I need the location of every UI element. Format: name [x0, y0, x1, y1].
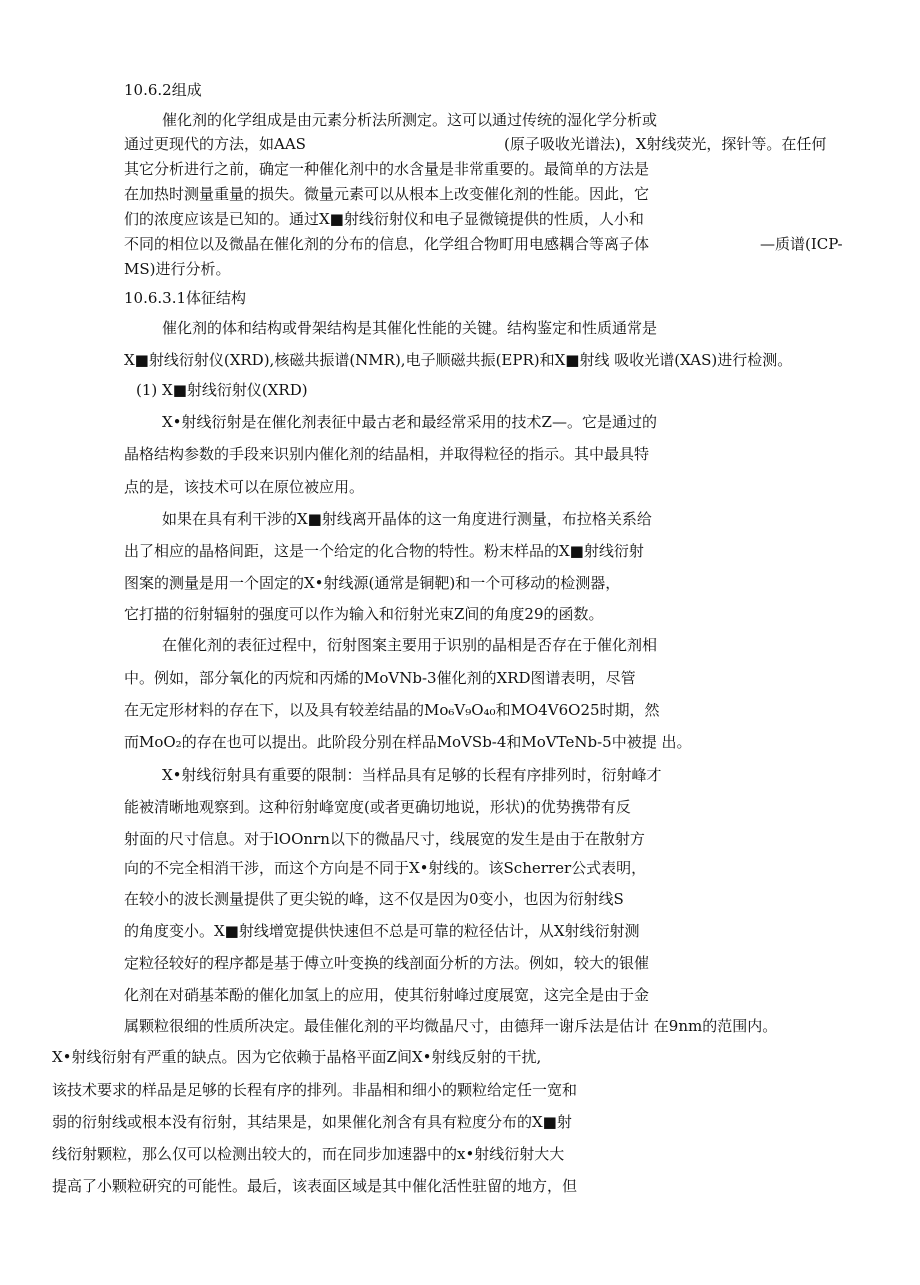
text-line: 如果在具有利干涉的X■射线离开晶体的这一角度进行测量，布拉格关系给 — [162, 510, 652, 528]
text-line: 线衍射颗粒，那么仅可以检测出较大的，而在同步加速器中的x•射线衍射大大 — [52, 1145, 565, 1163]
text-line: 向的不完全相消干涉，而这个方向是不同于X•射线的。该Scherrer公式表明， — [124, 859, 647, 877]
subsection-heading-xrd: (1) X■射线衍射仪(XRD) — [136, 381, 308, 399]
text-line: 图案的测量是用一个固定的X•射线源(通常是铜靶)和一个可移动的检测器， — [124, 574, 621, 592]
text-line: 不同的相位以及微晶在催化剂的分布的信息，化学组合物町用电感耦合等离子体 — [124, 235, 650, 253]
text-line: 中。例如，部分氧化的丙烷和丙烯的MoVNb-3催化剂的XRD图谱表明，尽管 — [124, 669, 636, 687]
text-line: 通过更现代的方法，如AAS — [124, 135, 306, 153]
text-line: 在较小的波长测量提供了更尖锐的峰，这不仅是因为0变小，也因为衍射线S — [124, 890, 624, 908]
text-line: X•射线衍射有严重的缺点。因为它依赖于晶格平面Z间X•射线反射的干扰, — [52, 1048, 542, 1066]
text-line: (原子吸收光谱法)，X射线荧光，探针等。在任何 — [504, 135, 827, 153]
text-line: 提高了小颗粒研究的可能性。最后，该表面区域是其中催化活性驻留的地方，但 — [52, 1177, 578, 1195]
text-line: 点的是，该技术可以在原位被应用。 — [124, 478, 365, 496]
text-line: 该技术要求的样品是足够的长程有序的排列。非晶相和细小的颗粒给定任一宽和 — [52, 1081, 578, 1099]
text-line: 属颗粒很细的性质所决定。最佳催化剂的平均微晶尺寸，由德拜一谢斥法是估计 在9nm的范围内。 — [124, 1017, 778, 1035]
text-line: 它打描的衍射辐射的强度可以作为输入和衍射光束Z间的角度29的函数。 — [124, 605, 604, 623]
text-line: X■射线衍射仪(XRD),核磁共振谱(NMR),电子顺磁共振(EPR)和X■射线 吸收光谱(XAS)进行检测。 — [124, 351, 793, 369]
text-line: 能被清晰地观察到。这种衍射峰宽度(或者更确切地说，形状)的优势携带有反 — [124, 798, 631, 816]
text-line: 而MoO₂的存在也可以提出。此阶段分别在样品MoVSb-4和MoVTeNb-5中被提 出。 — [124, 733, 692, 751]
text-line: 晶格结构参数的手段来识别内催化剂的结晶相，并取得粒径的指示。其中最具特 — [124, 445, 650, 463]
text-line: MS)进行分析。 — [124, 260, 231, 278]
section-heading-10-6-3-1: 10.6.3.1体征结构 — [124, 289, 247, 307]
text-line: 定粒径较好的程序都是基于傅立叶变换的线剖面分析的方法。例如，较大的银催 — [124, 954, 650, 972]
text-line: —质谱(ICP- — [760, 235, 843, 253]
section-heading-10-6-2: 10.6.2组成 — [124, 81, 202, 99]
text-line: 在催化剂的表征过程中，衍射图案主要用于识别的晶相是否存在于催化剂相 — [162, 636, 658, 654]
text-line: 催化剂的体和结构或骨架结构是其催化性能的关键。结构鉴定和性质通常是 — [162, 319, 658, 337]
text-line: 弱的衍射线或根本没有衍射，其结果是，如果催化剂含有具有粒度分布的X■射 — [52, 1113, 572, 1131]
text-line: 们的浓度应该是已知的。通过X■射线衍射仪和电子显微镜提供的性质，人小和 — [124, 210, 644, 228]
text-line: 催化剂的化学组成是由元素分析法所测定。这可以通过传统的湿化学分析或 — [162, 111, 658, 129]
text-line: X•射线衍射具有重要的限制：当样品具有足够的长程有序排列时，衍射峰才 — [162, 766, 662, 784]
text-line: 的角度变小。X■射线增宽提供快速但不总是可靠的粒径估计，从X射线衍射测 — [124, 922, 640, 940]
text-line: 射面的尺寸信息。对于lOOnrn以下的微晶尺寸，线展宽的发生是由于在散射方 — [124, 830, 645, 848]
text-line: X•射线衍射是在催化剂表征中最古老和最经常采用的技术Z—。它是通过的 — [162, 413, 657, 431]
text-line: 化剂在对硝基苯酚的催化加氢上的应用，使其衍射峰过度展宽，这完全是由于金 — [124, 986, 650, 1004]
text-line: 在无定形材料的存在下，以及具有较差结晶的Mo₆V₉O₄₀和MO4V6O25时期，然 — [124, 701, 660, 719]
text-line: 在加热时测量重量的损失。微量元素可以从根本上改变催化剂的性能。因此，它 — [124, 185, 650, 203]
text-line: 出了相应的晶格间距，这是一个给定的化合物的特性。粉末样品的X■射线衍射 — [124, 542, 644, 560]
text-line: 其它分析进行之前，确定一种催化剂中的水含量是非常重要的。最简单的方法是 — [124, 160, 650, 178]
